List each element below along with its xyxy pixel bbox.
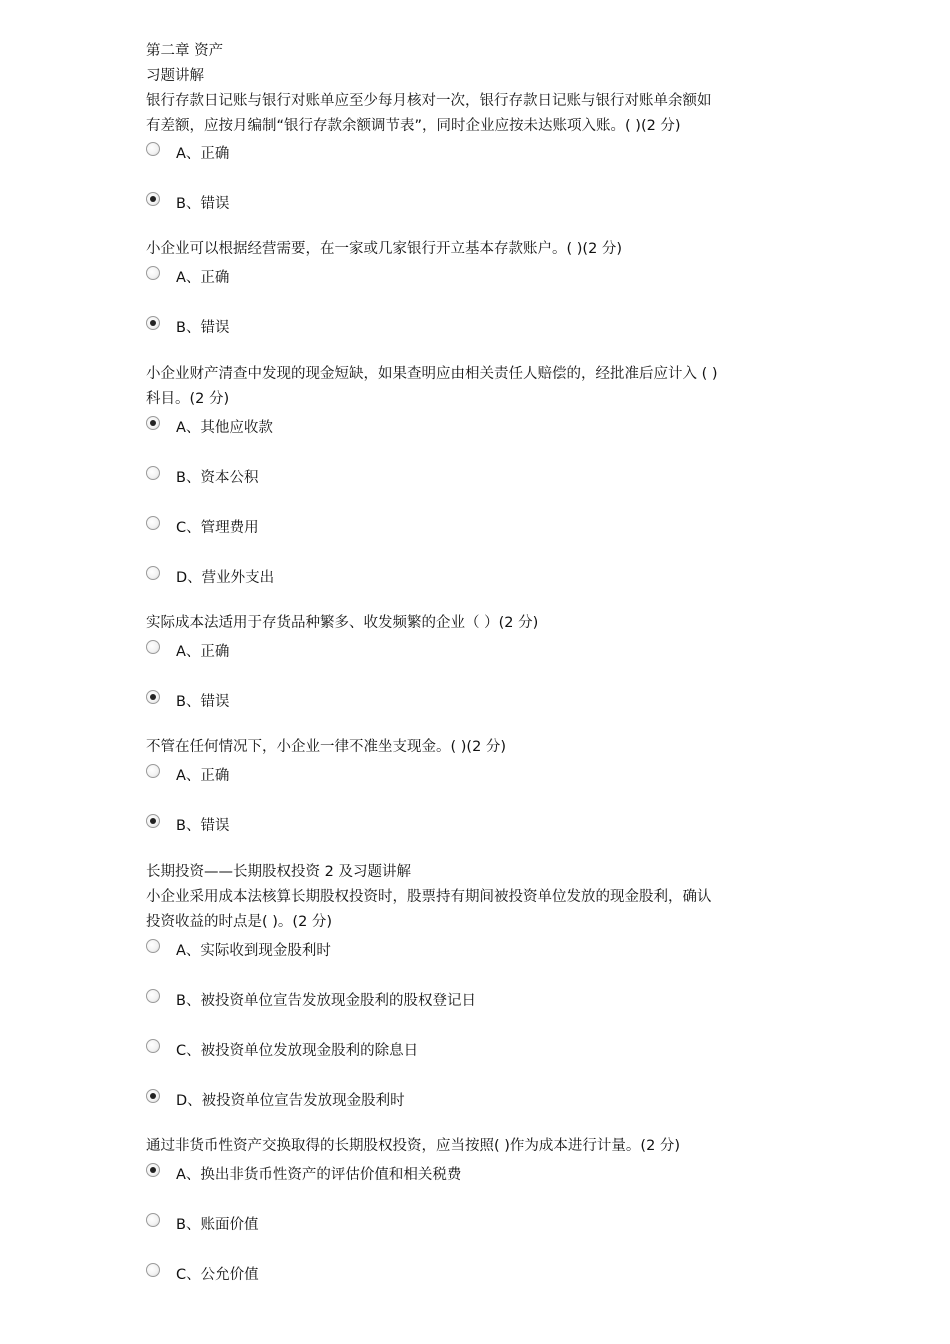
question-4-text: 实际成本法适用于存货品种繁多、收发频繁的企业（ ）(2 分) (146, 615, 539, 631)
radio-button[interactable] (146, 566, 160, 580)
radio-button[interactable] (146, 192, 160, 206)
radio-button[interactable] (146, 316, 160, 330)
option-label: B、错误 (176, 196, 230, 212)
question-2-text: 小企业可以根据经营需要，在一家或几家银行开立基本存款账户。( )(2 分) (146, 241, 623, 257)
radio-button[interactable] (146, 690, 160, 704)
option-label: B、错误 (176, 694, 230, 710)
radio-button[interactable] (146, 1263, 160, 1277)
option-label: B、被投资单位宣告发放现金股利的股权登记日 (176, 993, 476, 1009)
radio-button[interactable] (146, 814, 160, 828)
radio-button[interactable] (146, 989, 160, 1003)
radio-button[interactable] (146, 416, 160, 430)
option-label: A、实际收到现金股利时 (176, 943, 331, 959)
option-label: C、管理费用 (176, 520, 259, 536)
question-6-text-line-2: 投资收益的时点是( )。(2 分) (146, 914, 333, 930)
question-1-text-line-1: 银行存款日记账与银行对账单应至少每月核对一次，银行存款日记账与银行对账单余额如 (146, 93, 712, 109)
option-label: B、资本公积 (176, 470, 259, 486)
option-label: A、正确 (176, 146, 230, 162)
question-3-text-line-1: 小企业财产清查中发现的现金短缺，如果查明应由相关责任人赔偿的，经批准后应计入 ( ) (146, 366, 718, 382)
radio-button[interactable] (146, 142, 160, 156)
option-label: A、换出非货币性资产的评估价值和相关税费 (176, 1167, 462, 1183)
radio-button[interactable] (146, 516, 160, 530)
question-6-text-line-1: 小企业采用成本法核算长期股权投资时，股票持有期间被投资单位发放的现金股利，确认 (146, 889, 712, 905)
radio-button[interactable] (146, 1163, 160, 1177)
option-label: C、被投资单位发放现金股利的除息日 (176, 1043, 419, 1059)
option-label: A、正确 (176, 644, 230, 660)
option-label: C、公允价值 (176, 1267, 259, 1283)
chapter-title: 第二章 资产 (146, 43, 224, 59)
radio-button[interactable] (146, 764, 160, 778)
option-label: B、账面价值 (176, 1217, 259, 1233)
option-label: A、正确 (176, 768, 230, 784)
question-7-text: 通过非货币性资产交换取得的长期股权投资，应当按照( )作为成本进行计量。(2 分) (146, 1138, 681, 1154)
radio-button[interactable] (146, 1213, 160, 1227)
radio-button[interactable] (146, 1039, 160, 1053)
radio-button[interactable] (146, 1089, 160, 1103)
option-label: B、错误 (176, 818, 230, 834)
option-label: A、正确 (176, 270, 230, 286)
radio-button[interactable] (146, 640, 160, 654)
question-5-text: 不管在任何情况下，小企业一律不准坐支现金。( )(2 分) (146, 739, 507, 755)
section-2-title: 长期投资——长期股权投资 2 及习题讲解 (146, 864, 411, 880)
radio-button[interactable] (146, 266, 160, 280)
option-label: D、被投资单位宣告发放现金股利时 (176, 1093, 405, 1109)
option-label: D、营业外支出 (176, 570, 275, 586)
radio-button[interactable] (146, 939, 160, 953)
option-label: B、错误 (176, 320, 230, 336)
question-1-text-line-2: 有差额，应按月编制“银行存款余额调节表”，同时企业应按未达账项入账。( )(2 分) (146, 118, 681, 134)
radio-button[interactable] (146, 466, 160, 480)
section-subtitle: 习题讲解 (146, 68, 204, 84)
question-3-text-line-2: 科目。(2 分) (146, 391, 230, 407)
option-label: A、其他应收款 (176, 420, 273, 436)
